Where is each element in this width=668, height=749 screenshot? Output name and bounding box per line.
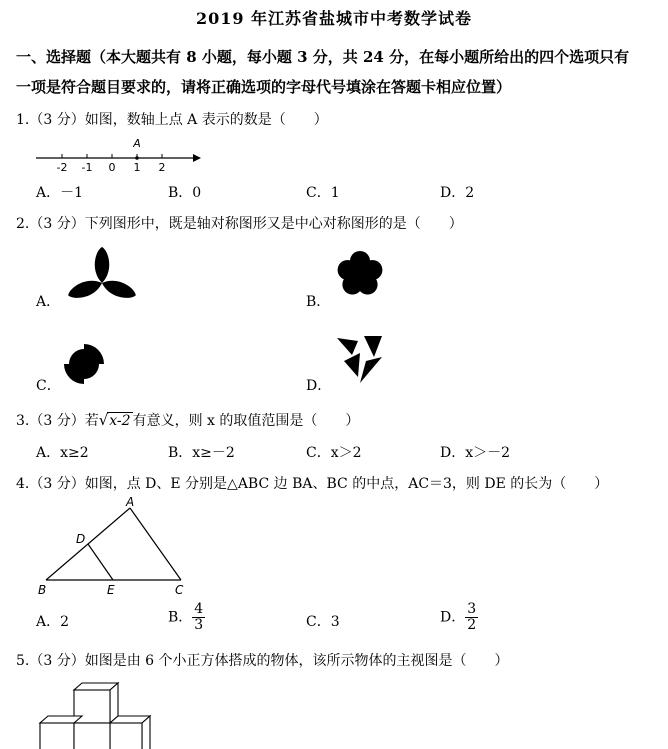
q3-option-a[interactable]: A．x≥2 xyxy=(36,445,89,461)
section-instructions-line2: 一项是符合题目要求的，请将正确选项的字母代号填涂在答题卡相应位置） xyxy=(16,78,512,96)
q3-option-d[interactable]: D．x＞－2 xyxy=(440,445,511,461)
vertex-b-label: B xyxy=(38,583,47,597)
point-a-label: A xyxy=(133,137,141,150)
q2-stem: 2.（3 分）下列图形中，既是轴对称图形又是中心对称图形的是（ ） xyxy=(16,216,463,232)
q3-option-b[interactable]: B．x≥－2 xyxy=(168,445,235,461)
q5-stem: 5.（3 分）如图是由 6 个小正方体搭成的物体，该所示物体的主视图是（ ） xyxy=(16,653,509,669)
q4-option-b[interactable]: B． $\frac{4}{3}$ xyxy=(168,601,204,633)
vertex-c-label: C xyxy=(175,583,184,597)
q2-option-b[interactable]: B． xyxy=(306,294,331,310)
number-line-figure xyxy=(30,134,205,176)
q3-option-c[interactable]: C．x＞2 xyxy=(306,445,362,461)
point-d-label: D xyxy=(76,532,86,546)
q4-option-a[interactable]: A．2 xyxy=(36,614,70,630)
svg-text:2: 2 xyxy=(158,161,166,174)
section-instructions-line1: 一、选择题（本大题共有 8 小题，每小题 3 分，共 24 分，在每小题所给出的四个选项只有 xyxy=(16,48,630,66)
q4-stem: 4.（3 分）如图，点 D、E 分别是△ABC 边 BA、BC 的中点，AC＝3，则 DE 的长为（ ） xyxy=(16,476,609,492)
pinwheel-icon xyxy=(62,342,106,386)
triangle-pieces-icon xyxy=(334,333,386,385)
q3-stem: 3.（3 分）若√x-2 有意义，则 x 的取值范围是（ ） xyxy=(16,411,360,429)
three-leaf-icon xyxy=(62,247,142,305)
vertex-a-label: A xyxy=(126,496,135,509)
svg-text:-1: -1 xyxy=(81,161,93,174)
q1-option-b[interactable]: B．0 xyxy=(168,185,202,201)
q4-option-c[interactable]: C．3 xyxy=(306,614,340,630)
cube-stack-figure xyxy=(30,680,180,749)
q4-option-d[interactable]: D． $\frac{3}{2}$ xyxy=(440,601,477,633)
point-e-label: E xyxy=(107,583,115,597)
flower-icon xyxy=(334,248,386,300)
page-title: 2019 年江苏省盐城市中考数学试卷 xyxy=(195,9,473,28)
triangle-abc-figure xyxy=(34,496,194,600)
q4-option-d-fraction: $\frac{3}{2}$ xyxy=(467,601,477,633)
q1-option-a[interactable]: A．－1 xyxy=(36,185,84,201)
q4-option-b-fraction: $\frac{4}{3}$ xyxy=(194,601,204,633)
svg-text:1: 1 xyxy=(133,161,141,174)
q2-option-a[interactable]: A． xyxy=(36,294,61,310)
svg-text:-2: -2 xyxy=(56,161,68,174)
q3-radicand: x-2 xyxy=(109,413,131,429)
q2-option-c[interactable]: C． xyxy=(36,378,61,394)
q1-option-c[interactable]: C．1 xyxy=(306,185,340,201)
svg-text:0: 0 xyxy=(108,161,116,174)
q1-stem: 1.（3 分）如图，数轴上点 A 表示的数是（ ） xyxy=(16,112,328,128)
q2-option-d[interactable]: D． xyxy=(306,378,332,394)
q1-option-d[interactable]: D．2 xyxy=(440,185,475,201)
